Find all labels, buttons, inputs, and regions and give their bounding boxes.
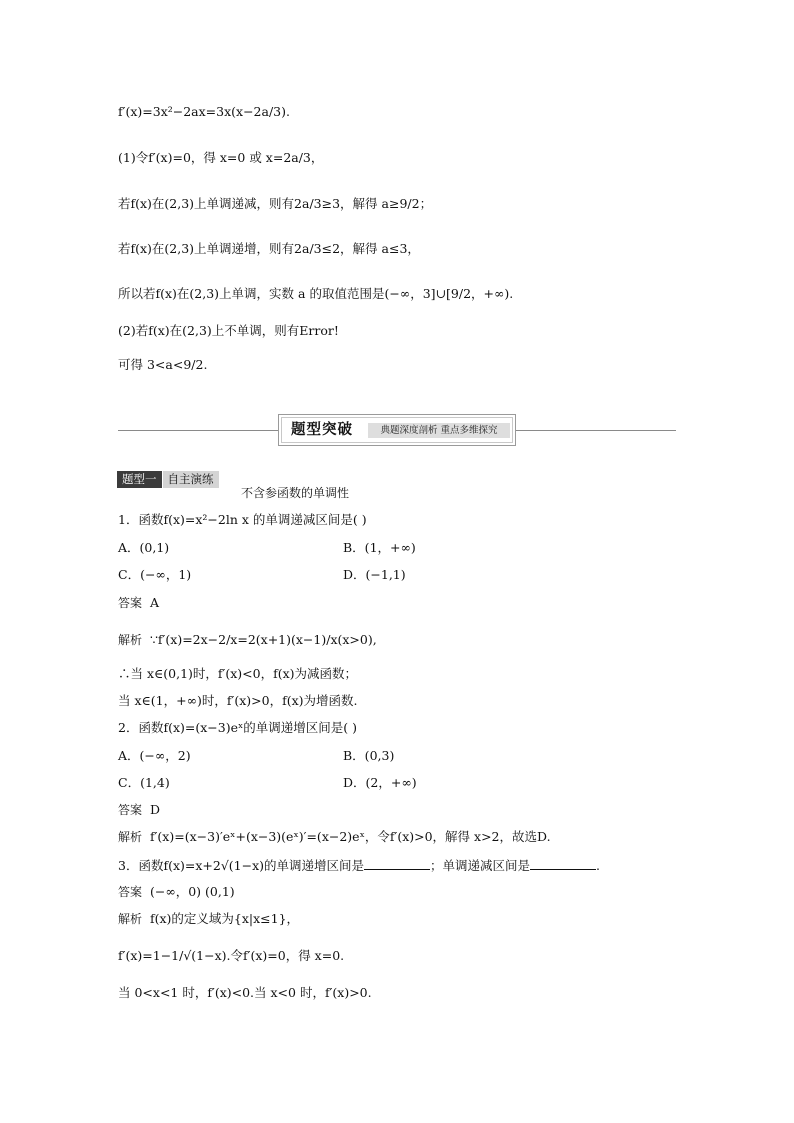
solution-step-1: (1)令f′(x)=0，得 x=0 或 x=2a/3， (118, 150, 324, 165)
question-2-analysis-1 (118, 829, 551, 845)
question-2-answer (118, 802, 160, 818)
question-3-stem-part-b: ；单调递减区间是 (430, 858, 531, 873)
question-1-stem: 1．函数f(x)=x²−2ln x 的单调递减区间是( ) (118, 512, 367, 527)
analysis-label: 解析 (118, 912, 143, 926)
section-banner (278, 414, 516, 446)
analysis-text: ∵f′(x)=2x−2/x=2(x+1)(x−1)/x(x>0), (149, 632, 377, 647)
question-2-option-a: A．(−∞，2) (118, 748, 191, 763)
question-2-options-row-2 (118, 775, 678, 791)
banner-title: 题型突破 (291, 422, 353, 438)
section-tag (117, 471, 219, 488)
answer-blank-increasing (364, 857, 430, 870)
question-3-analysis-1 (118, 911, 299, 927)
banner-subtitle: 典题深度剖析 重点多维探究 (368, 423, 510, 438)
section-tag-label: 题型一 (117, 471, 162, 488)
question-1-analysis-3: 当 x∈(1，+∞)时，f′(x)>0，f(x)为增函数. (118, 693, 358, 708)
question-3-stem (118, 857, 600, 874)
question-1-option-b: B．(1，+∞) (343, 540, 416, 555)
analysis-text: f′(x)=(x−3)′eˣ+(x−3)(eˣ)′=(x−2)eˣ，令f′(x)>0，解得 x>2，故选D. (149, 829, 551, 844)
answer-value: (−∞，0) (0,1) (149, 884, 235, 899)
answer-value: D (149, 802, 160, 817)
answer-value: A (149, 595, 159, 610)
question-1-options-row-1 (118, 540, 678, 556)
question-3-analysis-2: f′(x)=1−1/√(1−x).令f′(x)=0，得 x=0. (118, 948, 345, 963)
question-3-analysis-3: 当 0<x<1 时，f′(x)<0.当 x<0 时，f′(x)>0. (118, 985, 372, 1000)
question-1-option-c: C．(−∞，1) (118, 567, 192, 582)
derivative-line: f′(x)=3x²−2ax=3x(x−2a/3). (118, 104, 290, 119)
question-2-option-b: B．(0,3) (343, 748, 395, 763)
question-2-option-c: C．(1,4) (118, 775, 170, 790)
answer-blank-decreasing (530, 857, 596, 870)
analysis-label: 解析 (118, 633, 143, 647)
section-heading: 不含参函数的单调性 (241, 486, 350, 500)
analysis-label: 解析 (118, 830, 143, 844)
answer-label: 答案 (118, 803, 143, 817)
question-2-options-row-1 (118, 748, 678, 764)
solution-step-2: (2)若f(x)在(2,3)上不单调，则有Error! (118, 323, 339, 338)
question-1-option-d: D．(−1,1) (343, 567, 406, 582)
question-2-stem: 2．函数f(x)=(x−3)eˣ的单调递增区间是( ) (118, 720, 358, 735)
question-1-analysis-1 (118, 632, 377, 648)
answer-label: 答案 (118, 885, 143, 899)
solution-result: 可得 3<a<9/2. (118, 357, 208, 372)
question-3-stem-part-a: 3．函数f(x)=x+2√(1−x)的单调递增区间是 (118, 858, 365, 873)
answer-label: 答案 (118, 596, 143, 610)
solution-step-increasing: 若f(x)在(2,3)上单调递增，则有2a/3≤2，解得 a≤3， (118, 241, 420, 256)
solution-step-decreasing: 若f(x)在(2,3)上单调递减，则有2a/3≥3，解得 a≥9/2； (118, 196, 433, 211)
question-3-stem-part-c: . (596, 858, 601, 873)
solution-range: 所以若f(x)在(2,3)上单调，实数 a 的取值范围是(−∞，3]∪[9/2，+∞). (118, 286, 514, 301)
question-1-answer (118, 595, 159, 611)
question-1-option-a: A．(0,1) (118, 540, 170, 555)
section-tag-name: 自主演练 (163, 471, 219, 488)
analysis-text: f(x)的定义域为{x|x≤1}， (149, 911, 300, 926)
banner-rule-right (516, 430, 676, 431)
banner-rule-left (118, 430, 278, 431)
question-1-options-row-2 (118, 567, 678, 583)
question-2-option-d: D．(2，+∞) (343, 775, 417, 790)
question-3-answer (118, 884, 235, 900)
question-1-analysis-2: ∴当 x∈(0,1)时，f′(x)<0，f(x)为减函数； (118, 666, 358, 681)
